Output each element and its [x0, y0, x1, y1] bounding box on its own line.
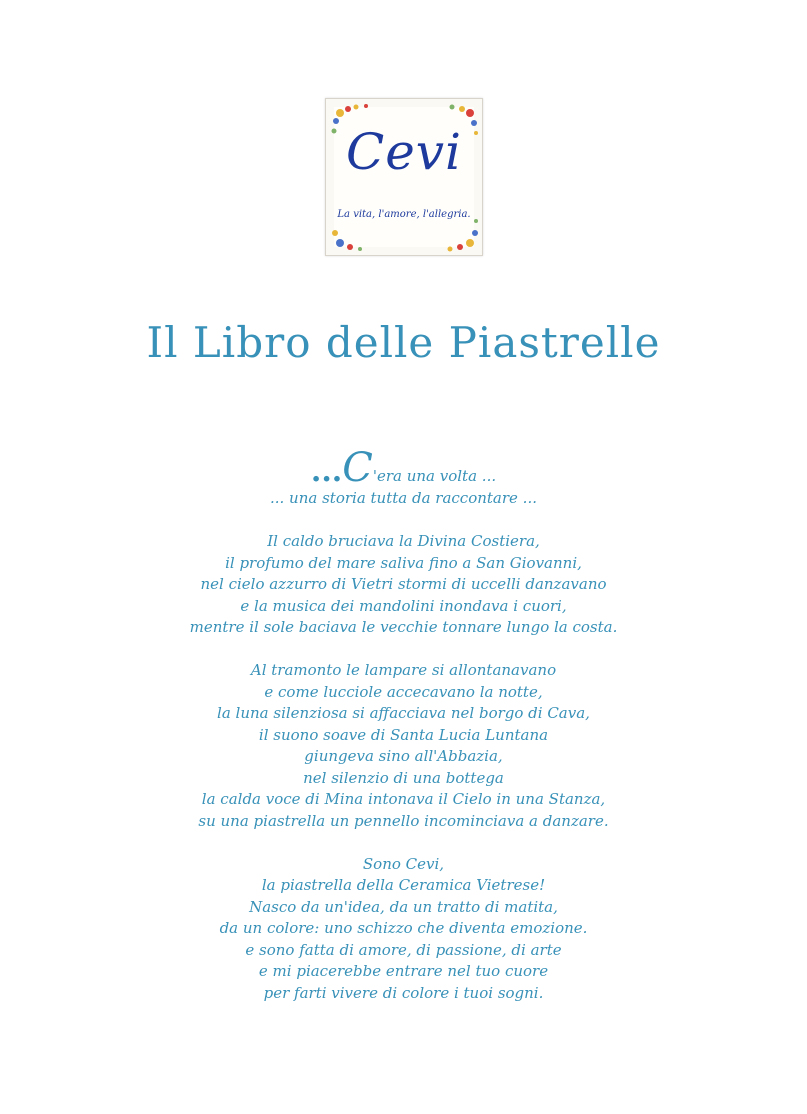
stanza-gap — [0, 510, 807, 532]
poem-line: da un colore: uno schizzo che diventa emozione. — [219, 919, 588, 937]
poem-line: Sono Cevi, — [362, 854, 445, 873]
poem-line: giungeva sino all'Abbazia, — [304, 747, 503, 765]
poem-line: mentre il sole baciava le vecchie tonnare lungo la costa. — [189, 618, 618, 636]
opening-rest: 'era una volta ... — [372, 467, 497, 485]
poem-line: Il caldo bruciava la Divina Costiera, — [267, 532, 540, 550]
poem-line: il profumo del mare saliva fino a San Giovanni, — [225, 553, 582, 572]
poem-line: e come lucciole accecavano la notte, — [264, 682, 543, 701]
poem-line: la luna silenziosa si affacciava nel borgo di Cava, — [217, 704, 590, 722]
opening-initial: C — [342, 445, 373, 491]
page-title: Il Libro delle Piastrelle — [146, 318, 661, 367]
opening-line — [0, 445, 807, 491]
flower-bottom-right — [448, 219, 479, 252]
poem-line: la calda voce di Mina intonava il Cielo in una Stanza, — [201, 790, 606, 808]
poem-line: e la musica dei mandolini inondava i cuori, — [240, 596, 567, 615]
poem-line: la piastrella della Ceramica Vietrese! — [261, 876, 546, 894]
stanza-gap — [0, 832, 807, 854]
poem-line: e sono fatta di amore, di passione, di arte — [245, 940, 562, 959]
stanza-gap — [0, 639, 807, 661]
poem-body — [0, 488, 807, 1004]
logo-tile — [325, 98, 483, 256]
poem-line: nel silenzio di una bottega — [303, 768, 504, 787]
poem-line: per farti vivere di colore i tuoi sogni. — [263, 983, 544, 1002]
poem-line: Nasco da un'idea, da un tratto di matita, — [249, 897, 558, 916]
logo-wordmark: Cevi — [345, 123, 463, 181]
poem-line: e mi piacerebbe entrare nel tuo cuore — [258, 962, 549, 980]
logo-tagline: La vita, l'amore, l'allegria. — [337, 209, 471, 220]
poem-line: nel cielo azzurro di Vietri stormi di uccelli danzavano — [200, 575, 607, 593]
opening-ellipsis: ... — [310, 454, 343, 489]
poem-line: Al tramonto le lampare si allontanavano — [250, 661, 557, 679]
poem-line: su una piastrella un pennello incominciava a danzare. — [198, 811, 609, 830]
flower-bottom-left — [332, 230, 362, 251]
poem-line: il suono soave di Santa Lucia Luntana — [258, 725, 549, 744]
poem-intro: ... una storia tutta da raccontare ... — [269, 489, 537, 507]
